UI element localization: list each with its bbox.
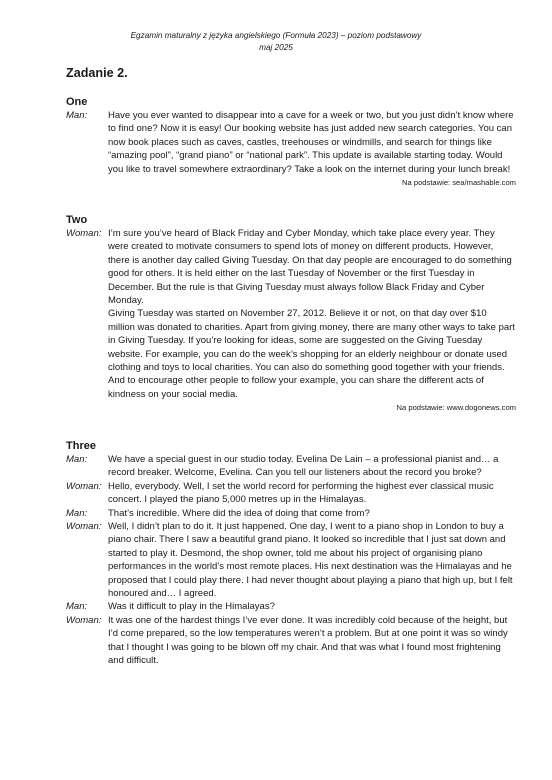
dialogue-line bbox=[66, 480, 516, 507]
section-title: One bbox=[66, 96, 88, 108]
transcript-text: That’s incredible. Where did the idea of doing that come from? bbox=[108, 507, 370, 519]
speaker-label: Man: bbox=[66, 507, 88, 519]
transcript-text bbox=[108, 227, 516, 401]
transcript-text: It was one of the hardest things I’ve ever done. It was incredibly cold because of the height, but I’d come prepared, so the low temperatures weren’t a problem. But at one point it was so windy that I thought I was going to be blown off my chair. And that was what I found most frightening and difficult. bbox=[108, 614, 508, 667]
speaker-label: Woman: bbox=[66, 480, 102, 492]
speaker-label: Man: bbox=[66, 454, 88, 465]
dialogue-line bbox=[66, 453, 516, 480]
source-note: Na podstawie: www.dogonews.com bbox=[396, 403, 516, 413]
transcript-text: Have you ever wanted to disappear into a cave for a week or two, but you just didn’t know where to find one? Now it is easy! Our booking website has just added new search categories. You can now book places such as caves, castles, treehouses or windmills, and search for things like “amazing pool”, “grand piano” or “national park”. This update is available starting today. Would you like to travel somewhere extraordinary? Take a look on the internet during your lunch break! bbox=[108, 110, 514, 175]
dialogue-line bbox=[66, 614, 516, 668]
task-title: Zadanie 2. bbox=[66, 66, 128, 80]
speaker-label: Woman: bbox=[66, 521, 102, 533]
speaker-label: Man: bbox=[66, 601, 88, 613]
paragraph: Giving Tuesday was started on November 27, 2012. Believe it or not, on that day over $10 million was donated to charities. Apart from giving money, there are many other ways to take part in Giving Tuesday. If you’re looking for ideas, some are suggested on the Giving Tuesday website. For example, you can do the week’s shopping for an elderly neighbour or donate used clothing and toys to local charities. You can also do something good together with your friends. And to encourage other people to follow your example, you can share the different acts of kindness on your social media. bbox=[108, 308, 515, 400]
header-date: maj 2025 bbox=[259, 43, 293, 52]
section-three bbox=[66, 439, 516, 668]
header-exam-title: Egzamin maturalny z języka angielskiego (Formuła 2023) – poziom podstawowy bbox=[130, 31, 422, 40]
dialogue-line bbox=[66, 507, 516, 520]
dialogue-line bbox=[66, 227, 516, 401]
section-one bbox=[66, 95, 516, 188]
section-title: Three bbox=[66, 440, 96, 452]
transcript-text: We have a special guest in our studio today. Evelina De Lain – a professional pianist and… a record breaker. Welcome, Evelina. Can you tell our listeners about the record you broke? bbox=[108, 454, 499, 479]
transcript-text: Well, I didn’t plan to do it. It just happened. One day, I went to a piano shop in London to buy a piano chair. There I saw a beautiful grand piano. It looked so incredible that I just sat down and started to play it. Desmond, the shop owner, told me about his project of organising piano performances in the world’s most remote places. His next destination was the Himalayas and he proposed that I could play there. I had never thought about playing a piano that high up, but I felt honoured and… I agreed. bbox=[108, 521, 513, 600]
source-note: Na podstawie: sea/mashable.com bbox=[402, 178, 516, 188]
dialogue-line bbox=[66, 109, 516, 176]
page-header bbox=[0, 30, 552, 54]
speaker-label: Woman: bbox=[66, 614, 102, 626]
transcript-text: Hello, everybody. Well, I set the world record for performing the highest ever classical music concert. I played the piano 5,000 metres up in the Himalayas. bbox=[108, 480, 494, 506]
paragraph: I’m sure you’ve heard of Black Friday and Cyber Monday, which take place every year. They were created to motivate consumers to spend lots of money on different products. However, there is another day called Giving Tuesday. On that day people are encouraged to do something good for others. It is held either on the last Tuesday of November or the first Tuesday in December. But the rule is that Giving Tuesday must always follow Black Friday and Cyber Monday. bbox=[108, 228, 512, 307]
dialogue-line bbox=[66, 520, 516, 600]
speaker-label: Woman: bbox=[66, 228, 102, 239]
section-two bbox=[66, 213, 516, 413]
transcript-text: Was it difficult to play in the Himalayas? bbox=[108, 601, 275, 613]
dialogue-line bbox=[66, 600, 516, 613]
speaker-label: Man: bbox=[66, 110, 88, 121]
section-title: Two bbox=[66, 214, 88, 226]
